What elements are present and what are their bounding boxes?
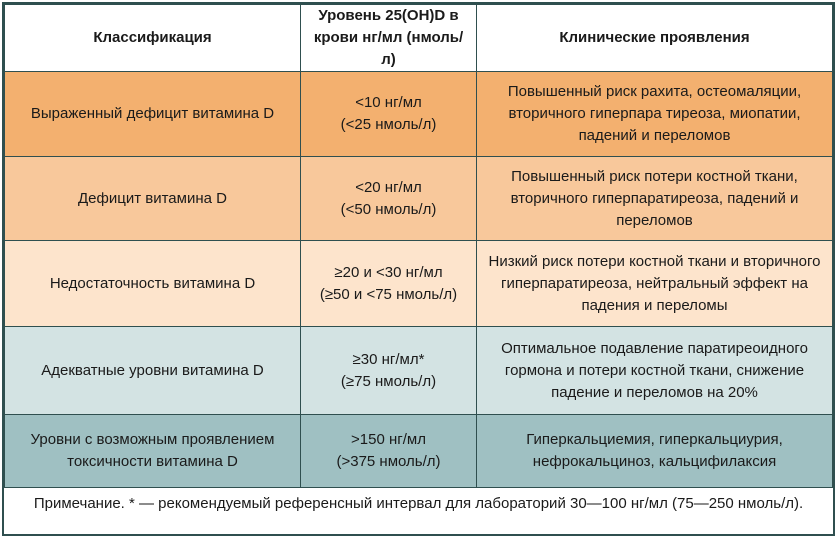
cell-level: [301, 415, 477, 488]
cell-level: [301, 241, 477, 327]
level-ng: ≥20 и <30 нг/мл: [334, 263, 443, 281]
cell-level: [301, 327, 477, 415]
level-ng: >150 нг/мл: [351, 431, 426, 448]
table-row: [5, 72, 833, 157]
cell-level: [301, 157, 477, 241]
cell-classification: Выраженный дефицит витамина D: [5, 72, 301, 157]
cell-clinical: Низкий риск потери костной ткани и вторичного гиперпаратиреоза, нейтральный эффект на падения и переломы: [477, 241, 833, 327]
table-footnote: Примечание. * — рекомендуемый референсный интервал для лабораторий 30—100 нг/мл (75—250 нмоль/л).: [4, 488, 833, 514]
level-ng: <20 нг/мл: [355, 178, 422, 196]
header-level: Уровень 25(OH)D в крови нг/мл (нмоль/л): [301, 5, 477, 72]
cell-classification: Адекватные уровни витамина D: [5, 327, 301, 415]
cell-clinical: Оптимальное подавление паратиреоидного гормона и потери костной ткани, снижение падение и переломов на 20%: [477, 327, 833, 415]
vitamin-d-classification-table: [4, 4, 833, 488]
table-row: [5, 327, 833, 415]
table-row: [5, 241, 833, 327]
level-nmol: (<50 нмоль/л): [340, 200, 437, 218]
level-nmol: (>375 нмоль/л): [336, 453, 441, 470]
level-ng: ≥30 нг/мл*: [352, 350, 425, 368]
cell-clinical: Повышенный риск рахита, остеомаляции, вторичного гиперпара тиреоза, миопатии, падений и переломов: [477, 72, 833, 157]
level-nmol: (≥50 и <75 нмоль/л): [319, 285, 458, 303]
header-clinical: Клинические проявления: [477, 5, 833, 72]
table-row: [5, 415, 833, 488]
level-nmol: (<25 нмоль/л): [340, 116, 437, 133]
cell-level: [301, 72, 477, 157]
table-header-row: [5, 5, 833, 72]
level-ng: <10 нг/мл: [355, 94, 422, 111]
table-row: [5, 157, 833, 241]
cell-classification: Недостаточность витамина D: [5, 241, 301, 327]
cell-classification: Дефицит витамина D: [5, 157, 301, 241]
cell-clinical: Гиперкальциемия, гиперкальциурия, нефрокальциноз, кальцифилаксия: [477, 415, 833, 488]
cell-clinical: Повышенный риск потери костной ткани, вторичного гиперпаратиреоза, падений и переломов: [477, 157, 833, 241]
vitamin-d-table-container: [2, 2, 835, 536]
level-nmol: (≥75 нмоль/л): [340, 372, 437, 390]
header-classification: Классификация: [5, 5, 301, 72]
cell-classification: Уровни с возможным проявлением токсичности витамина D: [5, 415, 301, 488]
